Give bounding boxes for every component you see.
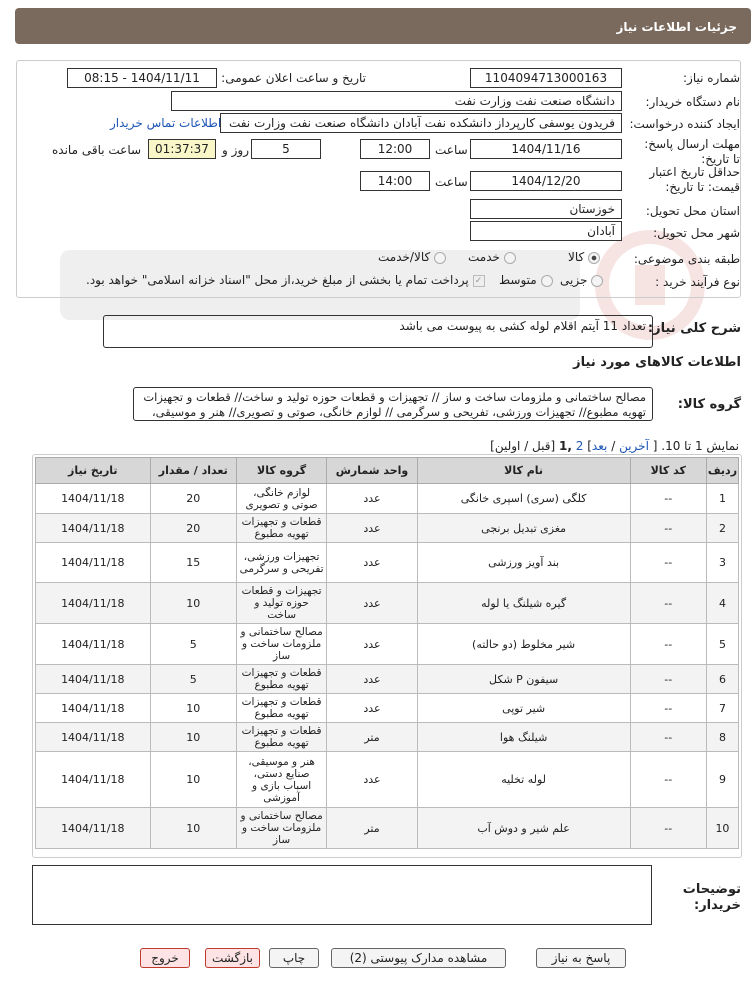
row-code: -- <box>630 665 706 694</box>
province-field: خوزستان <box>470 199 622 219</box>
row-code: -- <box>630 723 706 752</box>
row-unit: متر <box>327 808 417 849</box>
process-option-medium[interactable]: متوسط <box>499 273 553 287</box>
back-button[interactable]: بازگشت <box>205 948 260 968</box>
row-qty: 20 <box>150 484 236 514</box>
contact-info-link[interactable]: اطلاعات تماس خریدار <box>110 116 222 130</box>
reply-button[interactable]: پاسخ به نیاز <box>536 948 626 968</box>
row-group: قطعات و تجهیزات تهویه مطبوع <box>236 514 326 543</box>
row-code: -- <box>630 484 706 514</box>
buyer-notes-label: توضیحات خریدار: <box>682 882 741 913</box>
row-qty: 10 <box>150 723 236 752</box>
row-group: تجهیزات و قطعات حوزه تولید و ساخت <box>236 583 326 624</box>
table-row <box>36 514 739 543</box>
col-header-date: تاریخ نیاز <box>36 458 151 484</box>
goods-table-container <box>32 454 742 858</box>
row-index: 5 <box>706 624 738 665</box>
radio-service[interactable] <box>504 252 516 264</box>
table-row <box>36 624 739 665</box>
pagination-current-page: ,1 <box>559 439 572 453</box>
row-code: -- <box>630 624 706 665</box>
row-index: 3 <box>706 543 738 583</box>
row-unit: عدد <box>327 583 417 624</box>
row-code: -- <box>630 694 706 723</box>
days-field: 5 <box>251 139 321 159</box>
goods-group-box <box>133 387 653 421</box>
row-index: 2 <box>706 514 738 543</box>
row-name: کلگی (سری) اسپری خانگی <box>417 484 630 514</box>
row-unit: عدد <box>327 752 417 808</box>
row-date: 1404/11/18 <box>36 808 151 849</box>
deadline-label: مهلت ارسال پاسخ: تا تاریخ: <box>644 137 740 166</box>
view-attachments-button[interactable]: مشاهده مدارک پیوستی (2) <box>331 948 506 968</box>
table-row <box>36 583 739 624</box>
goods-group-text: مصالح ساختمانی و ملزومات ساخت و ساز // تجهیزات و قطعات حوزه تولید و ساخت// قطعات و تجهیزات تهویه مطبوع// تجهیزات ورزشی، تفریحی و سرگرمی // لوازم خانگی، صوتی و تصویری// هنر و موسیقی، <box>143 390 646 419</box>
radio-both[interactable] <box>434 252 446 264</box>
row-code: -- <box>630 808 706 849</box>
goods-table <box>35 457 739 849</box>
remaining-label: ساعت باقی مانده <box>52 143 142 157</box>
row-unit: عدد <box>327 665 417 694</box>
row-index: 1 <box>706 484 738 514</box>
days-label: روز و <box>222 143 249 157</box>
row-date: 1404/11/18 <box>36 694 151 723</box>
table-row <box>36 694 739 723</box>
radio-medium[interactable] <box>541 275 553 287</box>
description-text: تعداد 11 آیتم اقلام لوله کشی به پیوست می باشد <box>399 319 646 333</box>
deadline-time-field: 12:00 <box>360 139 430 159</box>
row-group: مصالح ساختمانی و ملزومات ساخت و ساز <box>236 624 326 665</box>
validity-label: حداقل تاریخ اعتبار قیمت: تا تاریخ: <box>649 165 740 194</box>
row-name: گیره شیلنگ یا لوله <box>417 583 630 624</box>
goods-section-title: اطلاعات کالاهای مورد نیاز <box>573 355 741 370</box>
row-date: 1404/11/18 <box>36 723 151 752</box>
row-date: 1404/11/18 <box>36 624 151 665</box>
row-unit: عدد <box>327 484 417 514</box>
radio-small[interactable] <box>591 275 603 287</box>
treasury-checkbox: ✓ <box>473 275 485 287</box>
pagination-next-link[interactable]: بعد <box>591 439 608 453</box>
row-qty: 10 <box>150 583 236 624</box>
row-name: مغزی تبدیل برنجی <box>417 514 630 543</box>
print-button[interactable]: چاپ <box>269 948 319 968</box>
row-group: قطعات و تجهیزات تهویه مطبوع <box>236 665 326 694</box>
row-unit: عدد <box>327 624 417 665</box>
process-option-small[interactable]: جزیی <box>560 273 603 287</box>
row-qty: 5 <box>150 665 236 694</box>
page-title: جزئیات اطلاعات نیاز <box>616 20 737 34</box>
row-index: 8 <box>706 723 738 752</box>
row-date: 1404/11/18 <box>36 514 151 543</box>
announce-label: تاریخ و ساعت اعلان عمومی: <box>221 71 366 85</box>
row-qty: 20 <box>150 514 236 543</box>
category-option-goods[interactable]: کالا <box>568 250 600 264</box>
row-group: قطعات و تجهیزات تهویه مطبوع <box>236 694 326 723</box>
city-field: آبادان <box>470 221 622 241</box>
row-code: -- <box>630 583 706 624</box>
col-header-group: گروه کالا <box>236 458 326 484</box>
row-index: 10 <box>706 808 738 849</box>
row-qty: 5 <box>150 624 236 665</box>
row-date: 1404/11/18 <box>36 583 151 624</box>
deadline-time-label: ساعت <box>435 143 468 157</box>
row-date: 1404/11/18 <box>36 543 151 583</box>
process-label: نوع فرآیند خرید : <box>655 275 740 289</box>
need-number-label: شماره نیاز: <box>683 71 740 85</box>
row-name: علم شیر و دوش آب <box>417 808 630 849</box>
pagination-last-link[interactable]: آخرین <box>619 439 649 453</box>
row-group: لوازم خانگی، صوتی و تصویری <box>236 484 326 514</box>
row-qty: 15 <box>150 543 236 583</box>
row-unit: متر <box>327 723 417 752</box>
row-qty: 10 <box>150 752 236 808</box>
row-unit: عدد <box>327 514 417 543</box>
row-name: شیر توپی <box>417 694 630 723</box>
buyer-notes-field <box>32 865 652 925</box>
category-option-both[interactable]: کالا/خدمت <box>378 250 446 264</box>
pagination: نمایش 1 تا 10. [ آخرین / بعد] 2 ,1 [قبل / اولین] <box>490 439 739 453</box>
category-label: طبقه بندی موضوعی: <box>633 252 740 266</box>
treasury-payment-option: ✓ پرداخت تمام یا بخشی از مبلغ خرید،از محل "اسناد خزانه اسلامی" خواهد بود. <box>86 273 485 287</box>
row-name: لوله تخلیه <box>417 752 630 808</box>
col-header-code: کد کالا <box>630 458 706 484</box>
announce-field: 1404/11/11 - 08:15 <box>67 68 217 88</box>
table-row <box>36 723 739 752</box>
row-unit: عدد <box>327 543 417 583</box>
radio-goods[interactable] <box>588 252 600 264</box>
row-unit: عدد <box>327 694 417 723</box>
row-qty: 10 <box>150 808 236 849</box>
row-date: 1404/11/18 <box>36 752 151 808</box>
row-name: بند آویز ورزشی <box>417 543 630 583</box>
row-code: -- <box>630 514 706 543</box>
buyer-org-field: دانشگاه صنعت نفت وزارت نفت <box>171 91 622 111</box>
table-row <box>36 752 739 808</box>
col-header-unit: واحد شمارش <box>327 458 417 484</box>
row-qty: 10 <box>150 694 236 723</box>
table-row <box>36 665 739 694</box>
row-group: قطعات و تجهیزات تهویه مطبوع <box>236 723 326 752</box>
row-group: تجهیزات ورزشی، تفریحی و سرگرمی <box>236 543 326 583</box>
row-date: 1404/11/18 <box>36 484 151 514</box>
description-box <box>103 315 653 348</box>
requester-field: فریدون یوسفی کارپرداز دانشکده نفت آبادان دانشگاه صنعت نفت وزارت نفت <box>220 113 622 133</box>
table-header-row <box>36 458 739 484</box>
row-name: شیلنگ هوا <box>417 723 630 752</box>
page-title-bar <box>15 8 751 44</box>
deadline-date-field: 1404/11/16 <box>470 139 622 159</box>
row-date: 1404/11/18 <box>36 665 151 694</box>
col-header-qty: تعداد / مقدار <box>150 458 236 484</box>
col-header-name: نام کالا <box>417 458 630 484</box>
need-number-field: 1104094713000163 <box>470 68 622 88</box>
buyer-org-label: نام دستگاه خریدار: <box>645 95 740 109</box>
province-label: استان محل تحویل: <box>645 204 740 218</box>
pagination-page-2[interactable]: 2 <box>575 439 584 453</box>
remaining-time-field: 01:37:37 <box>148 139 216 159</box>
validity-time-label: ساعت <box>435 175 468 189</box>
requester-label: ایجاد کننده درخواست: <box>629 117 740 131</box>
validity-date-field: 1404/12/20 <box>470 171 622 191</box>
goods-group-label: گروه کالا: <box>677 397 741 412</box>
row-group: هنر و موسیقی، صنایع دستی، اسباب بازی و آموزشی <box>236 752 326 808</box>
row-code: -- <box>630 752 706 808</box>
row-name: شیر مخلوط (دو حالته) <box>417 624 630 665</box>
col-header-index: ردیف <box>706 458 738 484</box>
row-code: -- <box>630 543 706 583</box>
row-index: 9 <box>706 752 738 808</box>
row-name: سیفون P شکل <box>417 665 630 694</box>
row-index: 6 <box>706 665 738 694</box>
table-row <box>36 543 739 583</box>
row-index: 4 <box>706 583 738 624</box>
category-option-service[interactable]: خدمت <box>468 250 516 264</box>
city-label: شهر محل تحویل: <box>653 226 740 240</box>
row-index: 7 <box>706 694 738 723</box>
description-label: شرح کلی نیاز: <box>647 321 741 336</box>
validity-time-field: 14:00 <box>360 171 430 191</box>
table-row <box>36 484 739 514</box>
table-row <box>36 808 739 849</box>
exit-button[interactable]: خروج <box>140 948 190 968</box>
row-group: مصالح ساختمانی و ملزومات ساخت و ساز <box>236 808 326 849</box>
